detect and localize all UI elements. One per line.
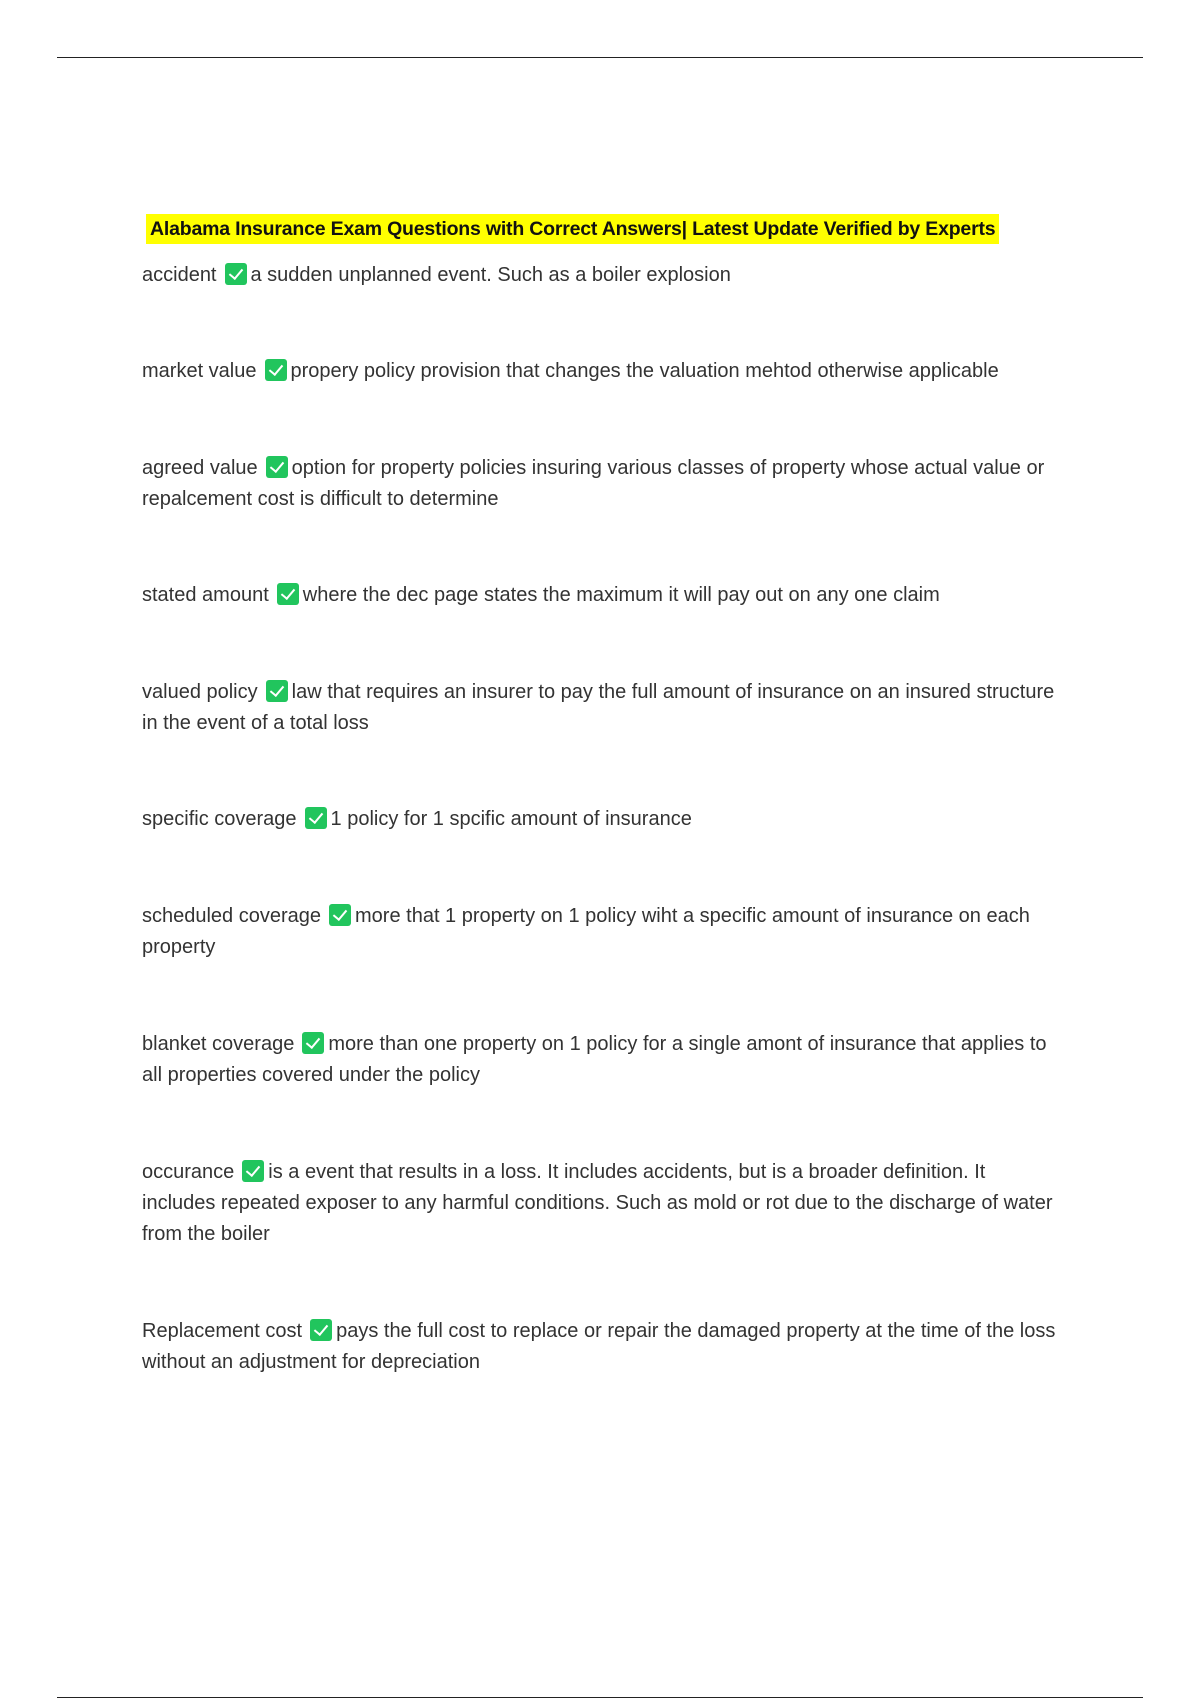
check-mark-icon xyxy=(305,807,327,829)
definition: 1 policy for 1 spcific amount of insurance xyxy=(330,808,692,830)
definition: where the dec page states the maximum it will pay out on any one claim xyxy=(302,584,940,606)
qa-item xyxy=(142,580,1062,611)
definition: law that requires an insurer to pay the full amount of insurance on an insured structure in the event of a total loss xyxy=(142,681,1055,734)
term: agreed value xyxy=(142,457,258,479)
qa-item xyxy=(142,453,1062,515)
check-mark-icon xyxy=(329,904,351,926)
check-mark-icon xyxy=(242,1160,264,1182)
definition: is a event that results in a loss. It includes accidents, but is a broader definition. It includes repeated exposer to any harmful conditions. Such as mold or rot due to the discharge of water from the boiler xyxy=(142,1161,1053,1245)
qa-item xyxy=(142,804,1062,835)
definition: a sudden unplanned event. Such as a boiler explosion xyxy=(250,264,731,286)
document-body xyxy=(142,214,1062,1378)
top-rule xyxy=(57,57,1143,58)
definition: pays the full cost to replace or repair the damaged property at the time of the loss without an adjustment for depreciation xyxy=(142,1320,1056,1373)
qa-item xyxy=(142,1316,1062,1378)
term: scheduled coverage xyxy=(142,905,322,927)
bottom-rule xyxy=(57,1697,1143,1698)
qa-item xyxy=(142,356,1062,387)
definition: more than one property on 1 policy for a single amont of insurance that applies to all properties covered under the policy xyxy=(142,1033,1047,1086)
check-mark-icon xyxy=(310,1319,332,1341)
qa-item xyxy=(142,901,1062,963)
term: blanket coverage xyxy=(142,1033,295,1055)
term: accident xyxy=(142,264,217,286)
term: Replacement cost xyxy=(142,1320,303,1342)
check-mark-icon xyxy=(302,1032,324,1054)
term: market value xyxy=(142,360,257,382)
qa-item xyxy=(142,260,1062,291)
definition: propery policy provision that changes the valuation mehtod otherwise applicable xyxy=(290,360,999,382)
check-mark-icon xyxy=(225,263,247,285)
term: specific coverage xyxy=(142,808,297,830)
check-mark-icon xyxy=(265,359,287,381)
qa-item xyxy=(142,1157,1062,1250)
term: occurance xyxy=(142,1161,235,1183)
check-mark-icon xyxy=(266,680,288,702)
definition: more that 1 property on 1 policy wiht a specific amount of insurance on each property xyxy=(142,905,1030,958)
definition: option for property policies insuring various classes of property whose actual value or repalcement cost is difficult to determine xyxy=(142,457,1045,510)
check-mark-icon xyxy=(277,583,299,605)
qa-item xyxy=(142,1029,1062,1091)
term: valued policy xyxy=(142,681,258,703)
term: stated amount xyxy=(142,584,269,606)
document-title: Alabama Insurance Exam Questions with Correct Answers| Latest Update Verified by Experts xyxy=(146,214,999,244)
qa-item xyxy=(142,677,1062,739)
check-mark-icon xyxy=(266,456,288,478)
